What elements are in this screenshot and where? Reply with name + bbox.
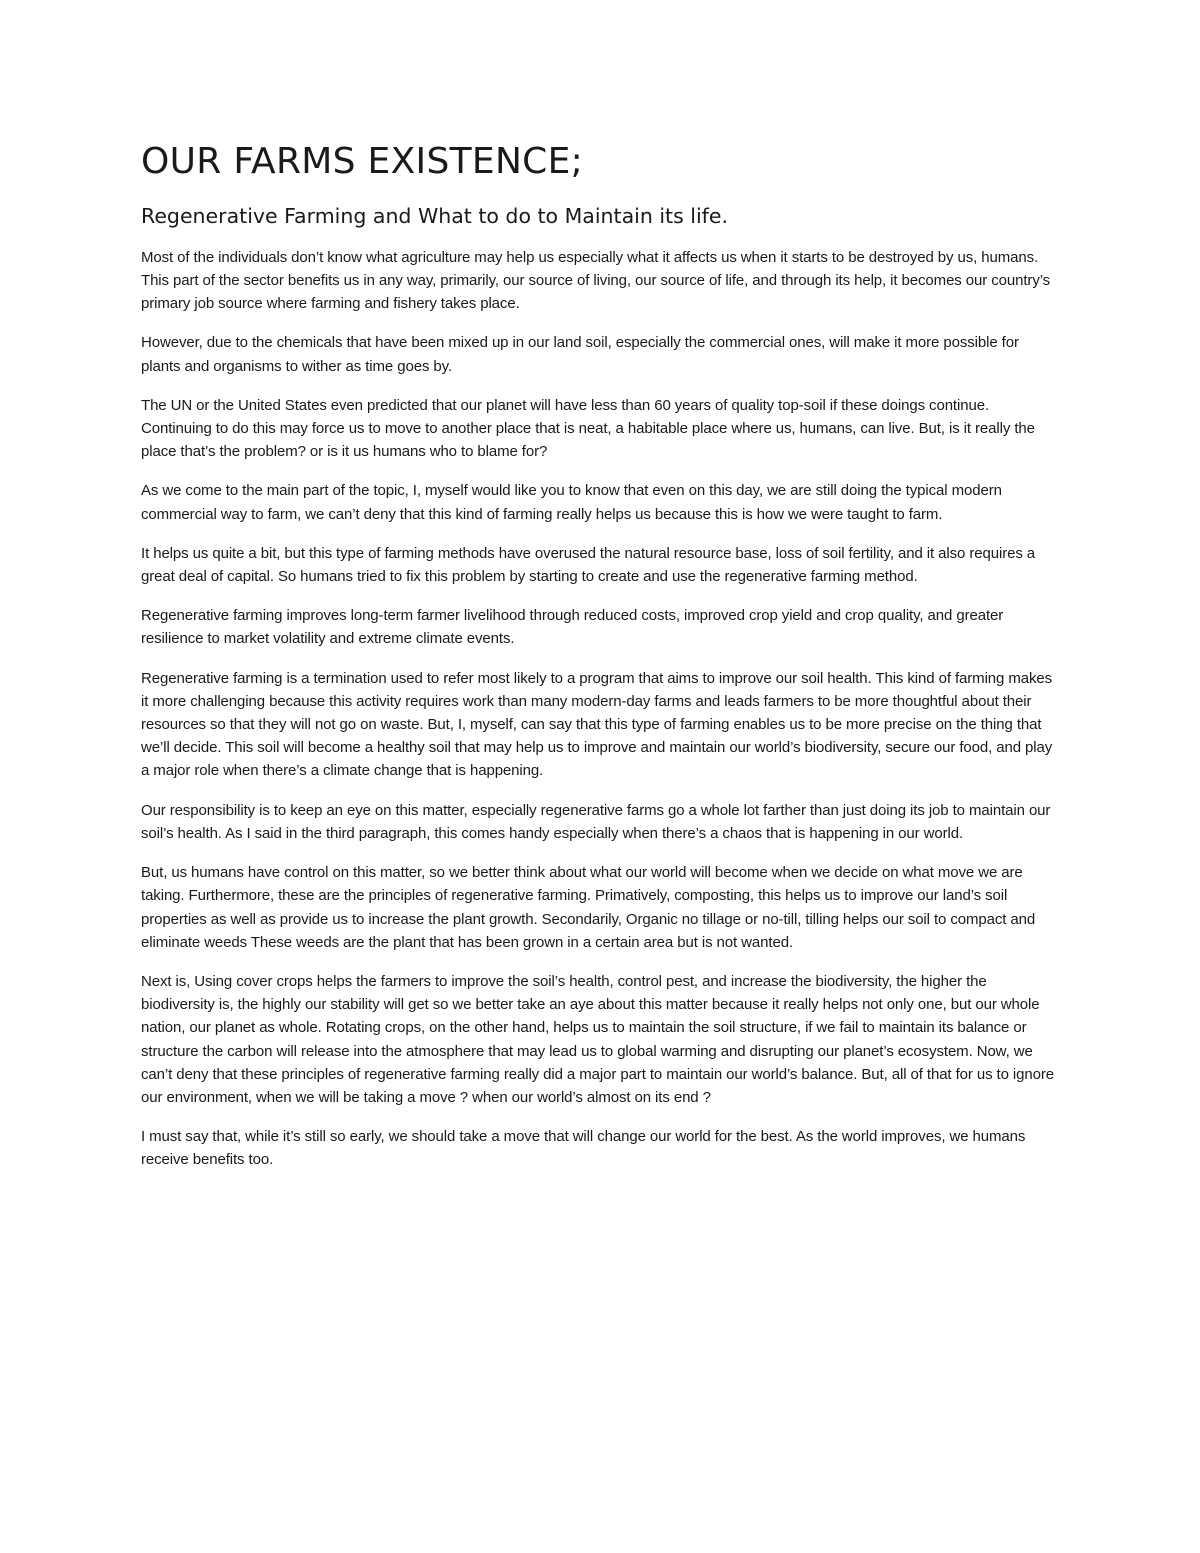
paragraph-6: Regenerative farming improves long-term farmer livelihood through reduced costs, improved crop yield and crop quality, and greater resilience to market volatility and extreme climate events. [141,607,1004,648]
paragraph-9: But, us humans have control on this matter, so we better think about what our world will become when we decide on what move we are taking. Furthermore, these are the principles of regenerative farming. Primatively, composting, this helps us to improve our land’s soil properties as well as provide us to increase the plant growth. Secondarily, Organic no tillage or no-till, tilling helps our soil to compact and eliminate weeds These weeds are the plant that has been grown in a certain area but is not wanted. [141,864,1036,951]
paragraph-3: The UN or the United States even predicted that our planet will have less than 60 years of quality top-soil if these doings continue. Continuing to do this may force us to move to another place that is neat, a habitable place where us, humans, can live. But, is it really the place that’s the problem? or is it us humans who to blame for? [141,396,1035,461]
paragraph-10: Next is, Using cover crops helps the farmers to improve the soil’s health, control pest, and increase the biodiversity, the higher the biodiversity is, the highly our stability will get so we better take an aye about this matter because it really helps not only one, but our whole nation, our planet as whole. Rotating crops, on the other hand, helps us to maintain the soil structure, if we fail to maintain its balance or structure the carbon will release into the atmosphere that may lead us to global warming and disrupting our planet’s ecosystem. Now, we can’t deny that these principles of regenerative farming really did a major part to maintain our world’s balance. But, all of that for us to ignore our environment, when we will be taking a move ? when our world’s almost on its end ? [141,972,1055,1106]
paragraph-5: It helps us quite a bit, but this type of farming methods have overused the natural resource base, loss of soil fertility, and it also requires a great deal of capital. So humans tried to fix this problem by starting to create and use the regenerative farming method. [141,544,1036,586]
paragraph-7: Regenerative farming is a termination used to refer most likely to a program that aims to improve our soil health. This kind of farming makes it more challenging because this activity requires work than many modern-day farms and leads farmers to be more thoughtful about their resources so that they will not go on waste. But, I, myself, can say that this type of farming enables us to be more precise on the thing that we’ll decide. This soil will become a healthy soil that may help us to improve and maintain our world’s biodiversity, secure our food, and play a major role when there’s a climate change that is happening. [141,669,1053,780]
document-subtitle: Regenerative Farming and What to do to Maintain its life. [141,204,729,229]
document-title: OUR FARMS EXISTENCE; [141,141,584,182]
paragraph-11: I must say that, while it’s still so early, we should take a move that will change our world for the best. As the world improves, we humans receive benefits too. [141,1128,1026,1169]
paragraph-2: However, due to the chemicals that have been mixed up in our land soil, especially the commercial ones, will make it more possible for plants and organisms to wither as time goes by. [141,334,1019,375]
document-page [141,140,1059,1188]
paragraph-1: Most of the individuals don’t know what agriculture may help us especially what it affects us when it starts to be destroyed by us, humans. This part of the sector benefits us in any way, primarily, our source of living, our source of life, and through its help, it becomes our country’s primary job source where farming and fishery takes place. [141,248,1051,313]
paragraph-8: Our responsibility is to keep an eye on this matter, especially regenerative farms go a whole lot farther than just doing its job to maintain our soil’s health. As I said in the third paragraph, this comes handy especially when there’s a chaos that is happening in our world. [141,801,1051,842]
paragraph-4: As we come to the main part of the topic, I, myself would like you to know that even on this day, we are still doing the typical modern commercial way to farm, we can’t deny that this kind of farming really helps us because this is how we were taught to farm. [141,482,1002,523]
